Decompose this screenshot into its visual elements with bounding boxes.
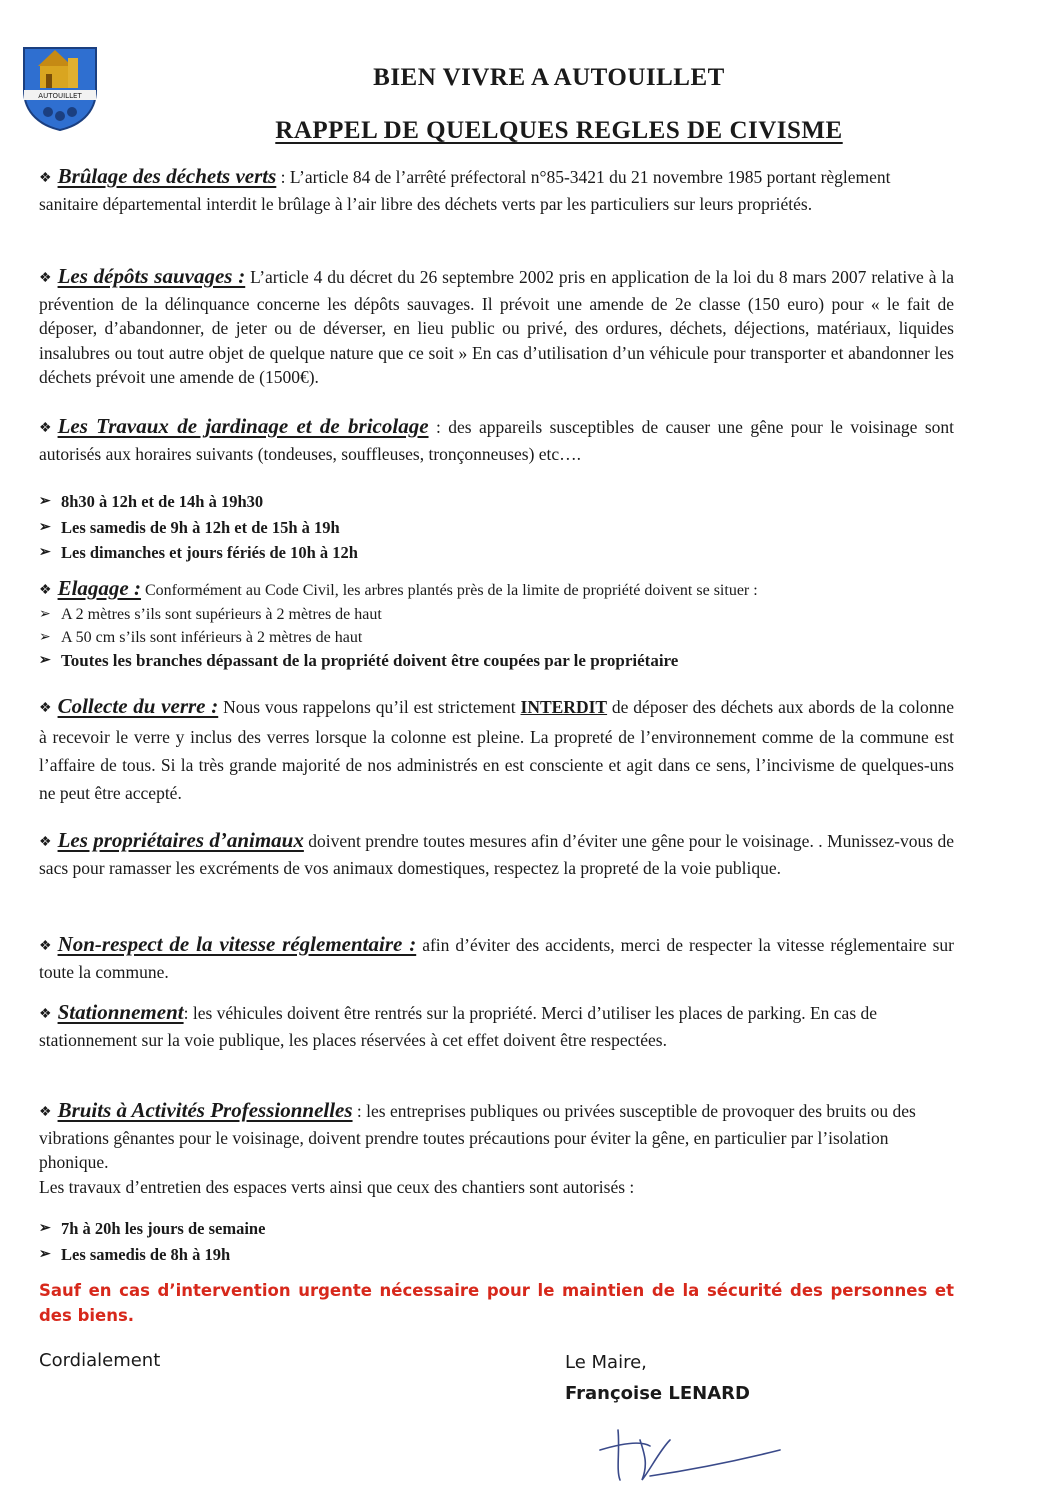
- section-text: doivent prendre toutes mesures afin d’éviter une gêne pour le voisinage. . Munissez-vous de sacs pour ramasser les excréments de vos animaux domestiques, respectez la propreté de la voie publique.: [39, 831, 954, 878]
- arrow-bullet-icon: ➢: [39, 1221, 51, 1236]
- section-heading: Les dépôts sauvages :: [57, 264, 246, 288]
- section-heading: Non-respect de la vitesse réglementaire :: [57, 932, 417, 956]
- list-item: ➢ Les samedis de 8h à 19h: [39, 1242, 954, 1268]
- diamond-bullet-icon: ❖: [39, 1105, 52, 1120]
- section-text: : des appareils susceptibles de causer une gêne pour le voisinage sont autorisés aux horaires suivants (tondeuses, souffleuses, tronçonneuses) etc….: [39, 417, 954, 464]
- list-item: ➢ Les dimanches et jours fériés de 10h à 12h: [39, 540, 954, 566]
- arrow-bullet-icon: ➢: [39, 630, 51, 645]
- section-text: : L’article 84 de l’arrêté préfectoral n°85-3421 du 21 novembre 1985 portant règlement sanitaire départemental interdit le brûlage à l’air libre des déchets verts par les particuliers sur leurs propriétés.: [39, 167, 891, 214]
- mayor-role: Le Maire,: [565, 1352, 647, 1373]
- arrow-bullet-icon: ➢: [39, 607, 51, 622]
- section-text: L’article 4 du décret du 26 septembre 2002 pris en application de la loi du 8 mars 2007 relative à la prévention de la délinquance concerne les dépôts sauvages. Il prévoit une amende de 2e classe (150 euro) pour « le fait de déposer, d’abandonner, de jeter ou de déverser, en lieu public ou privé, des ordures, déchets, déjections, matériaux, liquides insalubres ou tout autre objet de quelque nature que ce soit » En cas d’utilisation d’un véhicule pour transporter et abandonner les déchets prévoit une amende de (1500€).: [39, 267, 954, 387]
- section-heading: Stationnement: [57, 1000, 184, 1024]
- section-heading: Bruits à Activités Professionnelles: [57, 1098, 353, 1122]
- list-item: ➢ A 50 cm s’ils sont inférieurs à 2 mètres de haut: [39, 626, 954, 649]
- section-heading: Elagage :: [57, 576, 141, 600]
- interdit-emphasis: INTERDIT: [520, 697, 608, 717]
- section-heading: Collecte du verre :: [57, 694, 219, 718]
- section-text-2: Les travaux d’entretien des espaces verts ainsi que ceux des chantiers sont autorisés :: [39, 1176, 635, 1197]
- section-elagage: [39, 576, 954, 604]
- diamond-bullet-icon: ❖: [39, 835, 52, 850]
- list-item: ➢ Toutes les branches dépassant de la propriété doivent être coupées par le propriétaire: [39, 651, 679, 670]
- section-heading: Les Travaux de jardinage et de bricolage: [57, 414, 429, 438]
- list-item: ➢ A 2 mètres s’ils sont supérieurs à 2 mètres de haut: [39, 603, 954, 626]
- section-stationnement: [39, 1000, 954, 1052]
- mayor-name: Françoise LENARD: [565, 1383, 750, 1404]
- section-travaux: [39, 414, 954, 466]
- list-item: ➢ 7h à 20h les jours de semaine: [39, 1216, 954, 1242]
- list-item: ➢ Les samedis de 9h à 12h et de 15h à 19h: [39, 515, 954, 541]
- section-text: afin d’éviter des accidents, merci de respecter la vitesse réglementaire sur toute la commune.: [39, 935, 955, 982]
- arrow-bullet-icon: ➢: [39, 545, 51, 560]
- signature-icon: [590, 1410, 790, 1490]
- elagage-rules-list: [39, 603, 954, 672]
- diamond-bullet-icon: ❖: [39, 171, 52, 186]
- section-depots: [39, 264, 954, 390]
- bruits-hours-list: [39, 1216, 954, 1267]
- list-item: ➢ 8h30 à 12h et de 14h à 19h30: [39, 489, 954, 515]
- section-text: Conformément au Code Civil, les arbres plantés près de la limite de propriété doivent se situer :: [140, 582, 758, 599]
- arrow-bullet-icon: ➢: [39, 494, 51, 509]
- arrow-bullet-icon: ➢: [39, 1246, 51, 1262]
- section-text: : les entreprises publiques ou privées susceptible de provoquer des bruits ou des vibrations gênantes pour le voisinage, doivent prendre toutes précautions pour éviter la gêne, en particulier par l’isolation phonique.: [39, 1101, 916, 1172]
- urgent-intervention-note: Sauf en cas d’intervention urgente nécessaire pour le maintien de la sécurité des personnes et des biens.: [39, 1281, 954, 1325]
- page-subtitle: RAPPEL DE QUELQUES REGLES DE CIVISME: [275, 117, 843, 144]
- diamond-bullet-icon: ❖: [39, 701, 52, 716]
- diamond-bullet-icon: ❖: [39, 271, 52, 286]
- arrow-bullet-icon: ➢: [39, 519, 51, 535]
- arrow-bullet-icon: ➢: [39, 653, 51, 668]
- section-text: : les véhicules doivent être rentrés sur la propriété. Merci d’utiliser les places de parking. En cas de stationnement sur la voie publique, les places réservées à cet effet doivent être respectées.: [39, 1003, 878, 1050]
- page-title: BIEN VIVRE A AUTOUILLET: [373, 64, 725, 91]
- closing-greeting: Cordialement: [39, 1350, 161, 1371]
- section-brulage: [39, 164, 954, 216]
- svg-text:AUTOUILLET: AUTOUILLET: [38, 92, 82, 100]
- diamond-bullet-icon: ❖: [39, 421, 52, 436]
- section-verre: ❖ Collecte du verre : Nous vous rappelons qu’il est strictement INTERDIT de déposer des déchets aux abords de la colonne à recevoir le verre y inclus des verres lorsque la colonne est pleine. La propreté de l’environnement comme de la commune est l’affaire de tous. Si la très grande majorité de nos administrés en est consciente et agit dans ce sens, l’incivisme de quelques-uns ne peut être accepté.: [39, 694, 954, 803]
- diamond-bullet-icon: ❖: [39, 1007, 52, 1022]
- travaux-hours-list: [39, 489, 954, 566]
- section-heading: Les propriétaires d’animaux: [57, 828, 304, 852]
- section-animaux: [39, 828, 954, 880]
- section-vitesse: [39, 932, 954, 984]
- section-heading: Brûlage des déchets verts: [57, 164, 277, 188]
- section-bruits: [39, 1098, 954, 1199]
- diamond-bullet-icon: ❖: [39, 939, 52, 954]
- diamond-bullet-icon: ❖: [39, 583, 52, 598]
